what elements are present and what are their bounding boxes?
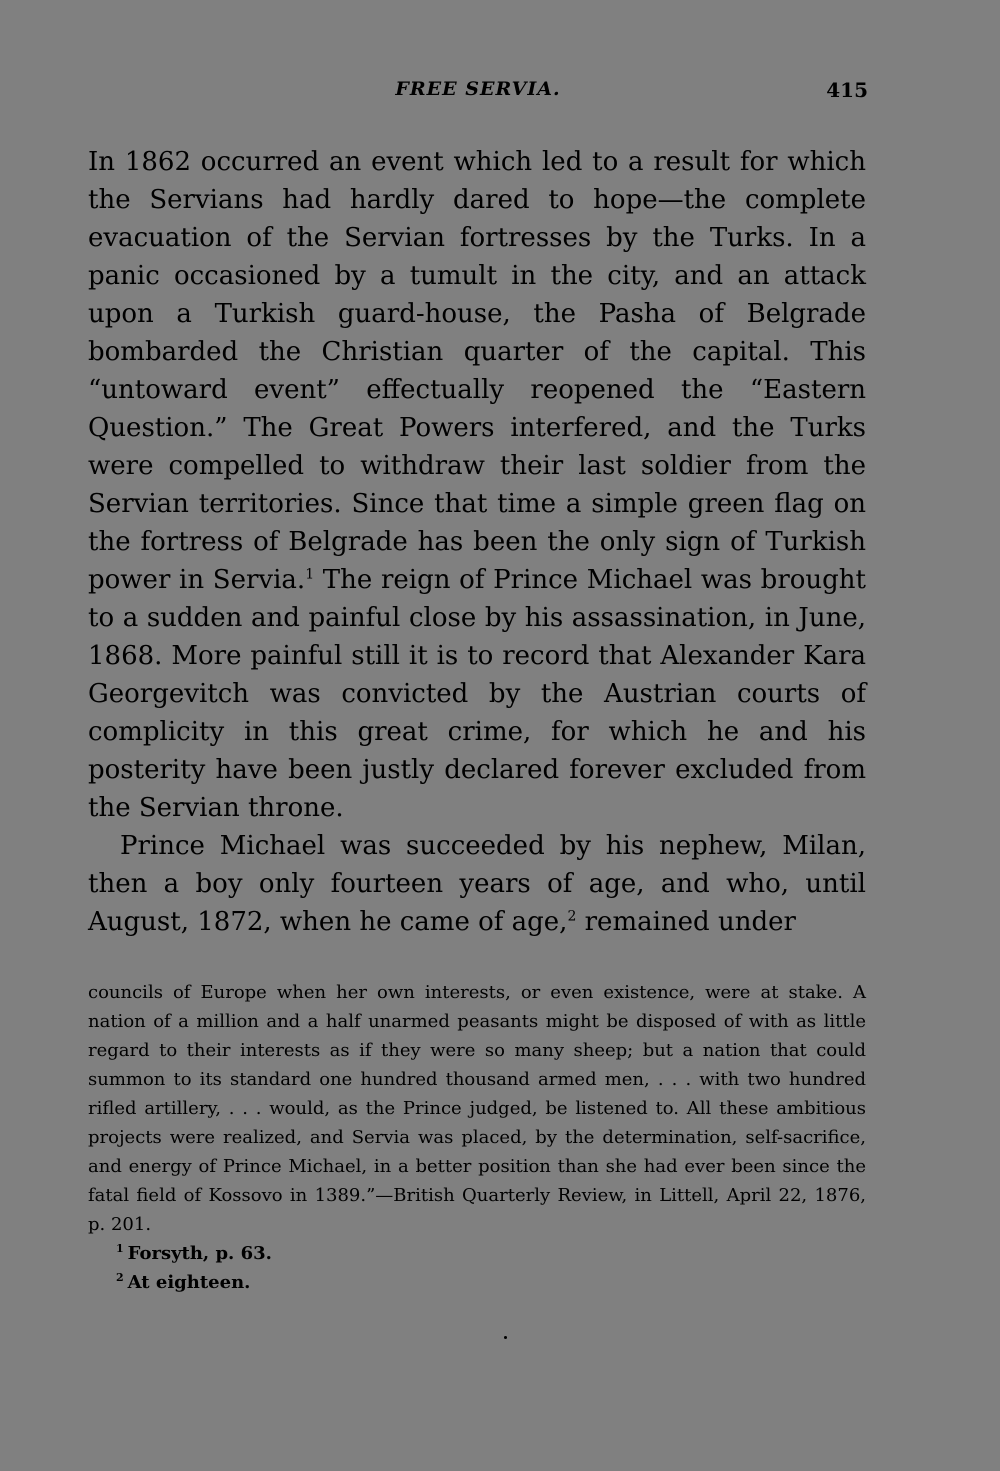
page-number: 415	[826, 78, 868, 102]
paragraph-1	[88, 143, 866, 827]
running-title: FREE SERVIA.	[395, 78, 561, 100]
footnote-1-text: Forsyth, p. 63.	[127, 1243, 272, 1264]
footnote-1-mark: 1	[116, 1242, 124, 1255]
running-head	[88, 78, 868, 108]
paragraph-1-text-continued: The reign of Prince Michael was brought to a sudden and painful close by his assassination, in June, 1868. More painful still it is to record that Alexander Kara Georgevitch was convicted by the Austrian courts of complicity in this great crime, for which he and his posterity have been justly declared forever excluded from the Servian throne.	[88, 565, 866, 823]
paragraph-2	[88, 827, 866, 941]
footnote-ref-1: 1	[305, 566, 315, 583]
paragraph-2-text-continued: remained under	[576, 907, 796, 937]
body-text	[88, 143, 866, 941]
footnote-2-mark: 2	[116, 1271, 124, 1284]
footnote-continued: councils of Europe when her own interests, or even existence, were at stake. A nation of a million and a half unarmed peasants might be disposed of with as little regard to their interests as if they were so many sheep; but a nation that could summon to its standard one hundred thousand armed men, . . . with two hundred rifled artillery, . . . would, as the Prince judged, be listened to. All these ambitious projects were realized, and Servia was placed, by the determination, self-sacrifice, and energy of Prince Michael, in a better position than she had ever been since the fatal field of Kossovo in 1389.”—British Quarterly Review, in Littell, April 22, 1876, p. 201.	[88, 982, 866, 1235]
paragraph-2-text: Prince Michael was succeeded by his nephew, Milan, then a boy only fourteen years of age, and who, until August, 1872, when he came of age,	[88, 831, 866, 937]
paragraph-1-text: In 1862 occurred an event which led to a result for which the Servians had hardly dared to hope—the complete evacuation of the Servian fortresses by the Turks. In a panic occasioned by a tumult in the city, and an attack upon a Turkish guard-house, the Pasha of Belgrade bombarded the Christian quarter of the capital. This “untoward event” effectually reopened the “Eastern Question.” The Great Powers interfered, and the Turks were compelled to withdraw their last soldier from the Servian territories. Since that time a simple green flag on the fortress of Belgrade has been the only sign of Turkish power in Servia.	[88, 147, 866, 595]
footnote-2	[116, 1268, 866, 1297]
ink-speck	[504, 1336, 507, 1339]
footnote-2-text: At eighteen.	[127, 1272, 251, 1293]
footnotes	[88, 978, 866, 1297]
footnote-ref-2: 2	[567, 908, 577, 925]
footnote-1	[116, 1239, 866, 1268]
